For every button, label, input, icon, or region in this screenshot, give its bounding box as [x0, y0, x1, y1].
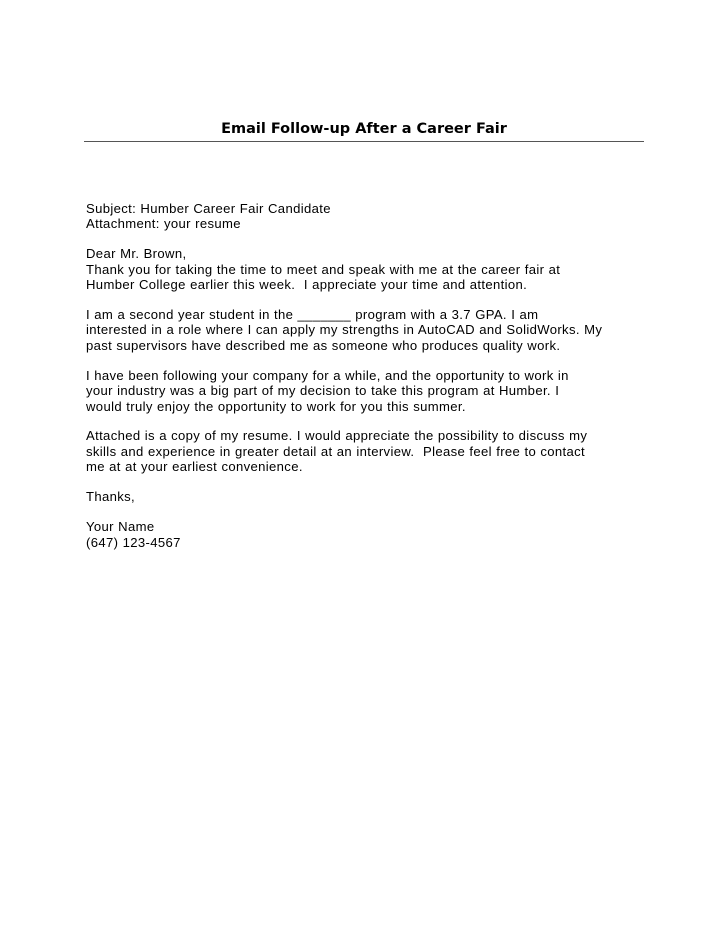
document-title: Email Follow-up After a Career Fair [221, 121, 507, 137]
subject-line: Subject: Humber Career Fair Candidate [86, 201, 331, 216]
paragraph-4-line-2: skills and experience in greater detail at an interview. Please feel free to contact [86, 443, 586, 459]
paragraph-4-line-1: Attached is a copy of my resume. I would appreciate the possibility to discuss my [86, 428, 588, 444]
closing: Thanks, [86, 489, 136, 505]
salutation: Dear Mr. Brown, [86, 246, 187, 262]
paragraph-2-line-1: I am a second year student in the _______ program with a 3.7 GPA. I am [86, 307, 539, 323]
paragraph-2-line-2: interested in a role where I can apply my strengths in AutoCAD and SolidWorks. My [86, 322, 603, 338]
title-underline [84, 141, 644, 142]
paragraph-3-line-3: would truly enjoy the opportunity to work for you this summer. [86, 398, 466, 414]
spacer [86, 232, 654, 247]
paragraph-1-line-1: Thank you for taking the time to meet and speak with me at the career fair at [86, 261, 561, 277]
signature-name: Your Name [86, 519, 155, 535]
spacer [86, 475, 654, 490]
paragraph-4-line-3: me at at your earliest convenience. [86, 459, 303, 475]
paragraph-3-line-2: your industry was a big part of my decision to take this program at Humber. I [86, 383, 560, 399]
spacer [86, 353, 654, 368]
spacer [86, 505, 654, 520]
email-body [86, 201, 654, 550]
attachment-line: Attachment: your resume [86, 216, 241, 232]
spacer [86, 414, 654, 429]
paragraph-3-line-1: I have been following your company for a while, and the opportunity to work in [86, 367, 569, 383]
paragraph-2-line-3: past supervisors have described me as someone who produces quality work. [86, 337, 561, 353]
paragraph-1-line-2: Humber College earlier this week. I appreciate your time and attention. [86, 277, 528, 293]
signature-phone: (647) 123-4567 [86, 534, 181, 550]
spacer [86, 293, 654, 308]
